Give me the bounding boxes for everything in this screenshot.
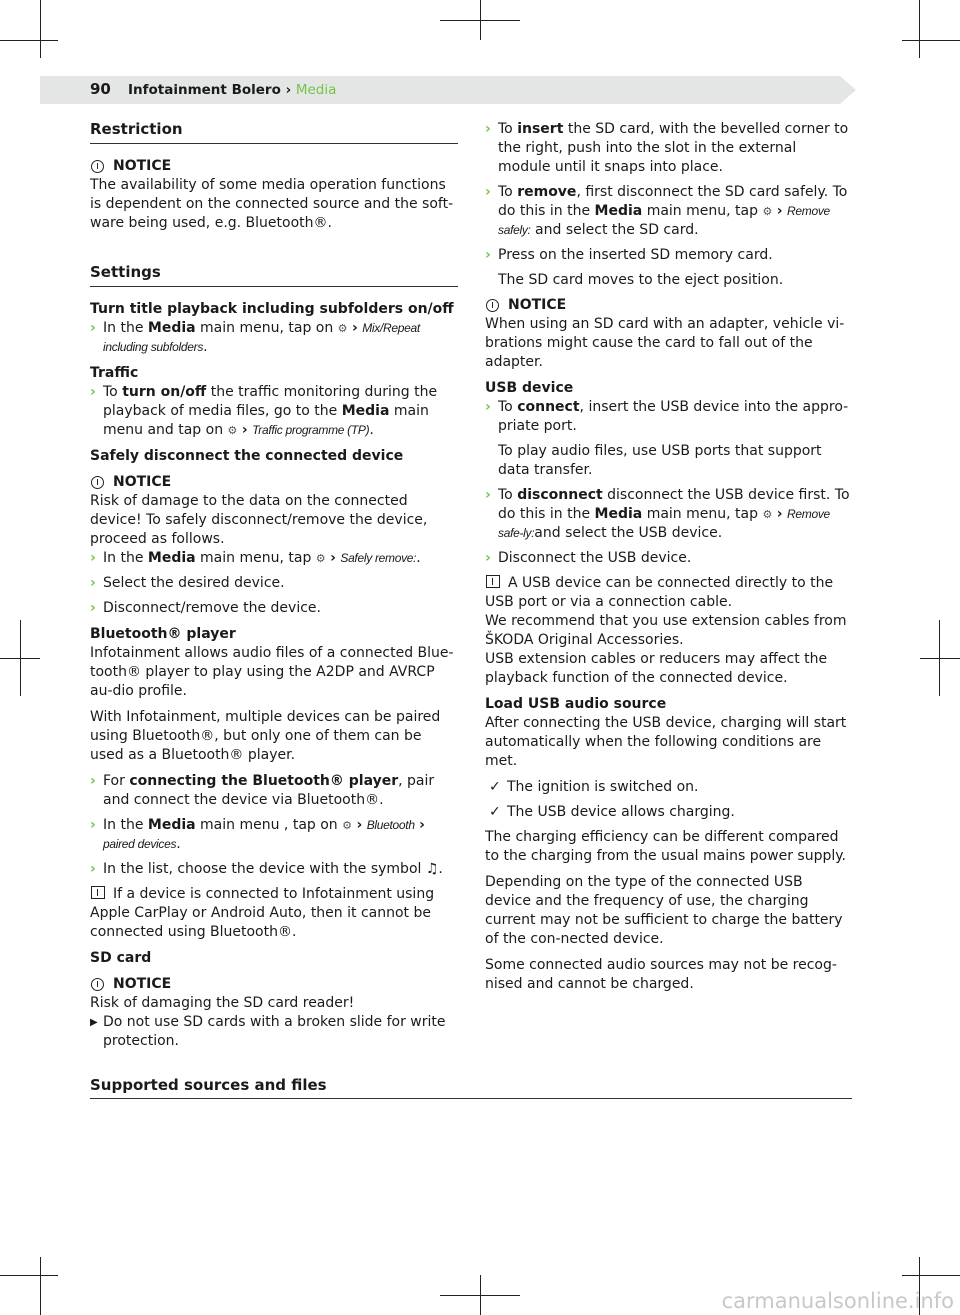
step [485,398,853,436]
step [485,486,853,543]
subheading: SD card [90,950,152,966]
step-text: , first disconnect the SD card safely. To do this in the [498,184,848,219]
step-text: the SD card, with the bevelled corner to the right, push into the slot in the external module until it snaps into place. [498,121,849,175]
menu-arrow: › [241,422,248,438]
step-bold: Media [341,403,390,419]
subheading: Traffic [90,365,139,381]
crop-mark [440,1295,520,1296]
step: › To turn on/off the traffic monitoring during the playback of media files, go to the Media main menu and tap on ⚙ › Traffic programme (TP). [90,384,438,438]
notice-text: Risk of damage to the data on the connected device! To safely disconnect/remove the device, proceed as follows. [90,493,428,547]
step: › In the Media main menu , tap on ⚙ › Bluetooth › paired devices. [90,817,425,852]
gear-icon: ⚙ [337,322,348,335]
paragraph: Depending on the type of the connected USB device and the frequency of use, the charging current may not be sufficient to charge the battery of the con-nected device. [485,874,843,947]
step-text: main menu and tap on [103,403,429,438]
menu-path: Mix/Repeat including subfolders [103,321,420,354]
crop-mark [440,20,520,21]
paragraph: Some connected audio sources may not be recog-nised and cannot be charged. [485,957,837,992]
watermark: carmanualsonline.info [721,1289,954,1313]
step [485,183,853,240]
notice-text: The availability of some media operation functions is dependent on the connected source and the soft-ware being used, e.g. Bluetooth®. [90,177,454,231]
gear-icon: ⚙ [227,424,238,437]
arrow-icon: › [485,550,491,566]
arrow-icon: › [90,575,96,591]
subheading: Load USB audio source [485,696,667,712]
crop-mark [0,1275,58,1276]
info-circle-icon [91,476,104,489]
step [90,772,458,810]
crop-mark [40,1257,41,1315]
notice-heading [90,975,458,994]
menu-arrow: › [776,203,783,219]
gear-icon: ⚙ [762,508,773,521]
step-text: main menu, tap [200,550,312,566]
step-text: In the list, choose the device with the symbol ♫. [103,861,443,877]
step-bold: Media [594,203,643,219]
notice-heading [485,296,853,315]
step-text: the traffic monitoring during the playback of media files, go to the [103,384,438,419]
subheading: USB device [485,380,574,396]
crop-mark [0,658,40,659]
menu-path: Remove safely: [498,204,830,237]
arrow-icon: › [485,399,491,415]
step-text: Disconnect the USB device. [498,550,692,566]
step-text: main menu , tap on [200,817,338,833]
menu-path: Bluetooth [366,818,415,832]
step-text: main menu, tap [646,506,758,522]
check-item [485,803,853,822]
note-text: A USB device can be connected directly to the USB port or via a connection cable. [485,575,834,610]
info-circle-icon [486,299,499,312]
check-icon: ✓ [489,804,501,820]
step [90,860,458,879]
step-text: disconnect the USB device first. To do this in the [498,487,850,522]
arrow-icon: › [90,550,96,566]
step-text: To [103,384,118,400]
step-text: and select the SD card. [535,222,699,238]
bullet-text: Do not use SD cards with a broken slide for write protection. [103,1014,446,1049]
check-item [485,778,853,797]
gear-icon: ⚙ [762,205,773,218]
step-text: To [498,184,513,200]
subheading: Bluetooth® player [90,626,236,642]
step [485,549,853,568]
arrow-icon: › [485,487,491,503]
step-text: , pair and connect the device via Bluetooth®. [103,773,435,808]
triangle-bullet-icon: ▶ [90,1017,98,1028]
step: › In the Media main menu, tap on ⚙ › Mix/Repeat including subfolders. [90,320,420,355]
step-text: , insert the USB device into the appro-priate port. [498,399,849,434]
breadcrumb-separator: › [285,82,292,98]
note-text: If a device is connected to Infotainment using Apple CarPlay or Android Auto, then it cannot be connected using Bluetooth®. [90,886,435,940]
paragraph: The charging efficiency can be different compared to the charging from the usual mains power supply. [485,829,847,864]
menu-path: paired devices [103,837,177,851]
arrow-icon: › [90,861,96,877]
step-text: main menu, tap on [200,320,334,336]
step-text: Press on the inserted SD memory card. [498,247,773,263]
notice-text: When using an SD card with an adapter, vehicle vi-brations might cause the card to fall out of the adapter. [485,316,845,370]
step-text: Select the desired device. [103,575,285,591]
check-icon: ✓ [489,779,501,795]
arrow-icon: › [485,121,491,137]
notice-label: NOTICE [113,976,172,992]
step-text: To [498,487,513,503]
menu-arrow: › [352,320,358,336]
notice-heading [90,157,458,176]
menu-path: Safely remove: [340,551,417,565]
page-number: 90 [90,80,111,98]
notice-label: NOTICE [508,297,567,313]
crop-mark [902,40,960,41]
crop-mark [902,1275,960,1276]
step-bold: Media [147,320,196,336]
check-text: The ignition is switched on. [507,779,699,795]
step: › In the Media main menu, tap ⚙ › Safely remove:. [90,550,421,566]
step-result: The SD card moves to the eject position. [498,272,784,288]
breadcrumb-parent[interactable]: Infotainment Bolero [128,82,281,98]
crop-mark [919,0,920,58]
step-text: In the [103,320,144,336]
arrow-icon: › [90,320,96,336]
section-title-supported-sources: Supported sources and files [90,1076,852,1099]
note [90,885,458,942]
breadcrumb-current: Media [295,82,337,98]
step [485,246,853,265]
step-bold: Media [147,550,196,566]
info-circle-icon [91,160,104,173]
paragraph: Infotainment allows audio files of a connected Blue-tooth® player to play using the A2DP and AVRCP au-dio profile. [90,645,454,699]
gear-icon: ⚙ [315,552,326,565]
section-title-settings: Settings [90,259,458,287]
info-circle-icon [91,978,104,991]
notice-label: NOTICE [113,158,172,174]
step-bold: connect [517,399,580,415]
step-bold: turn on/off [122,384,207,400]
step-bold: remove [517,184,577,200]
note-text: We recommend that you use extension cables from ŠKODA Original Accessories. [485,613,847,648]
step [485,120,853,177]
subheading: Turn title playback including subfolders on/off [90,301,454,317]
step-text: To [498,121,513,137]
right-column [485,120,853,1001]
book-icon [486,575,500,588]
subheading: Safely disconnect the connected device [90,448,404,464]
arrow-icon: › [90,384,96,400]
arrow-icon: › [90,600,96,616]
menu-arrow: › [776,506,783,522]
arrow-icon: › [485,247,491,263]
notice-text: Risk of damaging the SD card reader! [90,995,355,1011]
paragraph: After connecting the USB device, charging will start automatically when the following conditions are met. [485,715,847,769]
bullet [90,1013,458,1051]
arrow-icon: › [485,184,491,200]
gear-icon: ⚙ [342,819,352,832]
left-column [90,116,458,1057]
arrow-icon: › [90,773,96,789]
crop-mark [40,0,41,58]
menu-arrow: › [330,550,336,566]
note-text: USB extension cables or reducers may affect the playback function of the connected device. [485,651,828,686]
section-title-restriction: Restriction [90,116,458,144]
step-bold: insert [517,121,564,137]
step-text: Disconnect/remove the device. [103,600,321,616]
note [485,574,853,612]
step-text: To [498,399,513,415]
crop-mark [920,658,960,659]
step-bold: disconnect [517,487,603,503]
step-result: To play audio files, use USB ports that support data transfer. [498,443,822,478]
step-bold: Media [594,506,643,522]
menu-path: Remove safe-ly: [498,507,830,540]
menu-path: Traffic programme (TP) [252,423,370,437]
breadcrumb [128,81,336,100]
arrow-icon: › [90,817,96,833]
paragraph: With Infotainment, multiple devices can be paired using Bluetooth®, but only one of them can be used as a Bluetooth® player. [90,709,441,763]
notice-label: NOTICE [113,474,172,490]
step-text: In the [103,550,144,566]
step-bold: connecting the Bluetooth® player [129,773,399,789]
notice-heading [90,473,458,492]
step-bold: Media [147,817,196,833]
step-text: In the [103,817,144,833]
menu-arrow: › [419,817,425,833]
crop-mark [0,40,58,41]
book-icon [91,886,105,899]
step-text: For [103,773,125,789]
step-text: main menu, tap [646,203,758,219]
menu-arrow: › [356,817,363,833]
step-text: and select the USB device. [534,525,723,541]
step [90,599,458,618]
check-text: The USB device allows charging. [507,804,735,820]
step [90,574,458,593]
